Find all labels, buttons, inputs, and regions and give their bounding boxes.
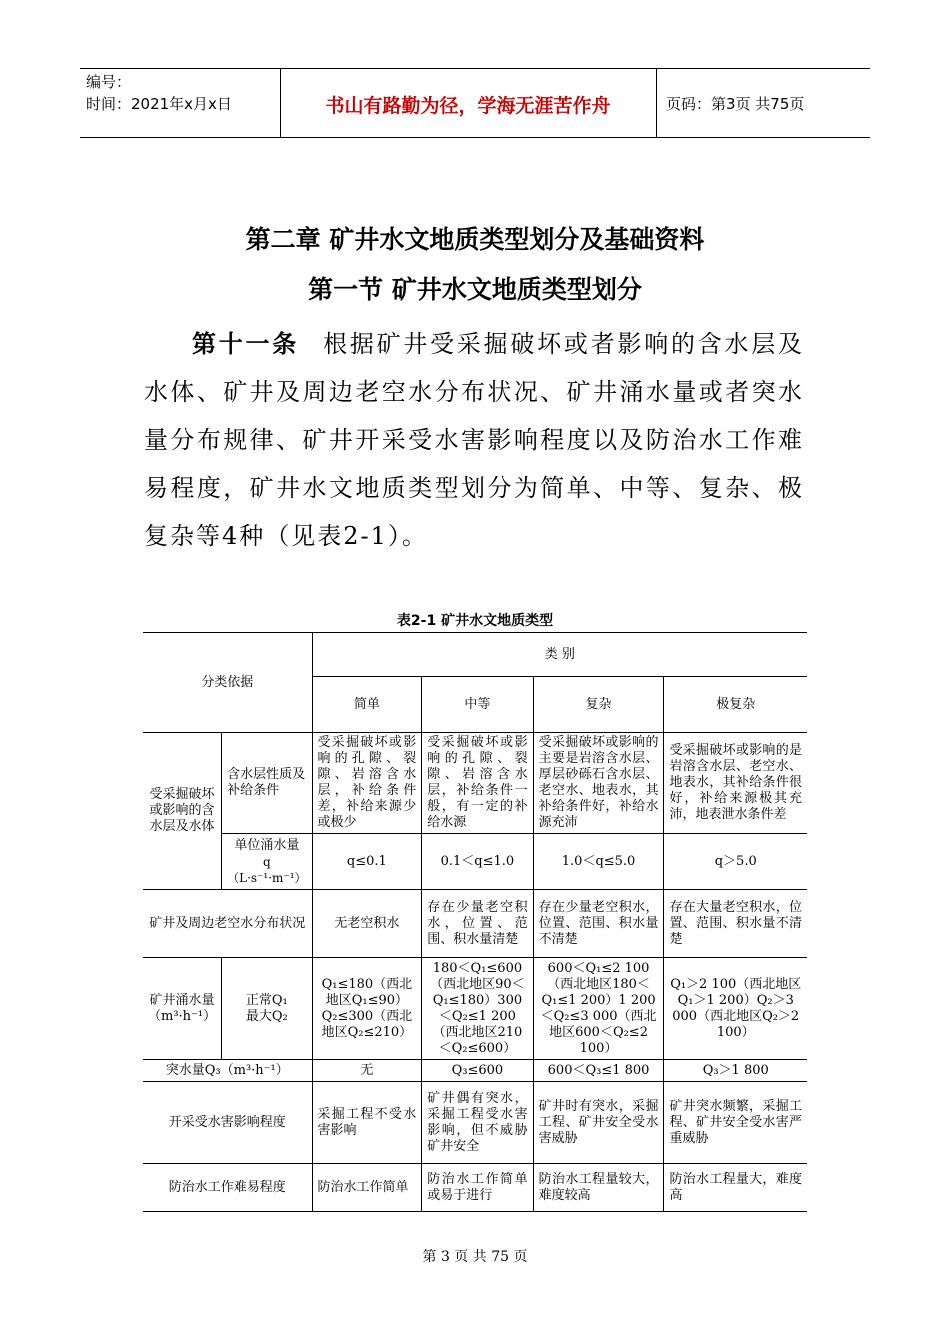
table-cell: 无老空积水 xyxy=(312,890,422,958)
row-label xyxy=(222,834,312,890)
table-cell: 600＜Q₃≤1 800 xyxy=(533,1060,664,1082)
table-cell: 受采掘破坏或影响的孔隙、裂隙、岩溶含水层，补给条件一般，有一定的补给水源 xyxy=(422,733,533,834)
column-header: 中等 xyxy=(422,677,533,733)
table-cell: 受采掘破坏或影响的是岩溶含水层、老空水、地表水，其补给条件很好，补给来源极其充沛，地表泄水条件差 xyxy=(664,733,807,834)
row-label: 含水层性质及补给条件 xyxy=(222,733,312,834)
hydrogeology-type-table xyxy=(143,632,807,1212)
article-paragraph xyxy=(144,320,804,560)
table-cell: 防治水工程量大，难度高 xyxy=(664,1164,807,1212)
sublabel-max: 最大Q₂ xyxy=(245,1008,288,1024)
page-footer: 第 3 页 共 75 页 xyxy=(422,1249,528,1265)
table-cell: 受采掘破坏或影响的主要是岩溶含水层、厚层砂砾石含水层、老空水、地表水，其补给条件好，补给水源充沛 xyxy=(533,733,664,834)
table-cell: 矿井时有突水，采掘工程、矿井安全受水害威胁 xyxy=(533,1082,664,1164)
table-cell: q≤0.1 xyxy=(312,834,422,890)
sublabel-normal: 正常Q₁ xyxy=(245,992,288,1008)
article-text: 根据矿井受采掘破坏或者影响的含水层及水体、矿井及周边老空水分布状况、矿井涌水量或者突水量分布规律、矿井开采受水害影响程度以及防治水工作难易程度，矿井水文地质类型划分为简单、中等、复杂、极复杂等4种（见表2-1）。 xyxy=(144,330,805,550)
column-header: 简单 xyxy=(312,677,422,733)
header-page-info: 页码：第3页 共75页 xyxy=(666,95,805,113)
table-cell: 无 xyxy=(312,1060,422,1082)
row-sublabel xyxy=(222,958,312,1060)
table-cell: 600＜Q₁≤2 100（西北地区180＜Q₁≤1 200）1 200＜Q₂≤3 000（西北地区600＜Q₂≤2 100） xyxy=(533,958,664,1060)
column-header: 复杂 xyxy=(533,677,664,733)
table-cell: 1.0＜q≤5.0 xyxy=(533,834,664,890)
table-cell: 防治水工作简单 xyxy=(312,1164,422,1212)
doc-number-label: 编号： xyxy=(86,73,132,91)
table-caption: 表2-1 矿井水文地质类型 xyxy=(396,613,554,629)
row-label-unit: q（L·s⁻¹·m⁻¹） xyxy=(227,854,307,885)
table-cell: Q₁＞2 100（西北地区Q₁＞1 200）Q₂＞3 000（西北地区Q₂＞2 100） xyxy=(664,958,807,1060)
table-cell: 矿井突水频繁，采掘工程、矿井安全受水害严重威胁 xyxy=(664,1082,807,1164)
table-cell: 受采掘破坏或影响的孔隙、裂隙、岩溶含水层，补给条件差，补给来源少或极少 xyxy=(312,733,422,834)
header-divider xyxy=(656,69,657,137)
column-header: 极复杂 xyxy=(664,677,807,733)
table-cell: 存在少量老空积水，位置、范围、积水量不清楚 xyxy=(533,890,664,958)
chapter-title: 第二章 矿井水文地质类型划分及基础资料 xyxy=(245,225,705,254)
doc-date-label: 时间：2021年x月x日 xyxy=(86,95,232,113)
table-cell: 矿井偶有突水，采掘工程受水害影响，但不威胁矿井安全 xyxy=(422,1082,533,1164)
table-cell: 防治水工程量较大，难度较高 xyxy=(533,1164,664,1212)
table-cell: 0.1＜q≤1.0 xyxy=(422,834,533,890)
table-cell: 存在少量老空积水，位置、范围、积水量清楚 xyxy=(422,890,533,958)
basis-header: 分类依据 xyxy=(143,633,312,733)
table-cell: q＞5.0 xyxy=(664,834,807,890)
table-cell: Q₃＞1 800 xyxy=(664,1060,807,1082)
page-header xyxy=(80,68,870,138)
row-label: 防治水工作难易程度 xyxy=(143,1164,312,1212)
row-label: 开采受水害影响程度 xyxy=(143,1082,312,1164)
section-title: 第一节 矿井水文地质类型划分 xyxy=(308,275,642,304)
header-motto: 书山有路勤为径，学海无涯苦作舟 xyxy=(325,95,611,117)
aquifer-group-label: 受采掘破坏或影响的含水层及水体 xyxy=(143,733,222,890)
row-label: 突水量Q₃（m³·h⁻¹） xyxy=(143,1060,312,1082)
table-cell: Q₁≤180（西北地区Q₁≤90）Q₂≤300（西北地区Q₂≤210） xyxy=(312,958,422,1060)
table-cell: Q₃≤600 xyxy=(422,1060,533,1082)
row-label-text: 单位涌水量 xyxy=(234,837,300,853)
table-cell: 存在大量老空积水，位置、范围、积水量不清楚 xyxy=(664,890,807,958)
row-label: 矿井涌水量（m³·h⁻¹） xyxy=(143,958,222,1060)
category-header: 类 别 xyxy=(312,633,807,677)
header-meta xyxy=(86,71,276,115)
table-cell: 采掘工程不受水害影响 xyxy=(312,1082,422,1164)
table-cell: 防治水工作简单或易于进行 xyxy=(422,1164,533,1212)
row-label: 矿井及周边老空水分布状况 xyxy=(143,890,312,958)
table-cell: 180＜Q₁≤600（西北地区90＜Q₁≤180）300＜Q₂≤1 200（西北地区210＜Q₂≤600） xyxy=(422,958,533,1060)
article-number: 第十一条 xyxy=(192,330,300,358)
